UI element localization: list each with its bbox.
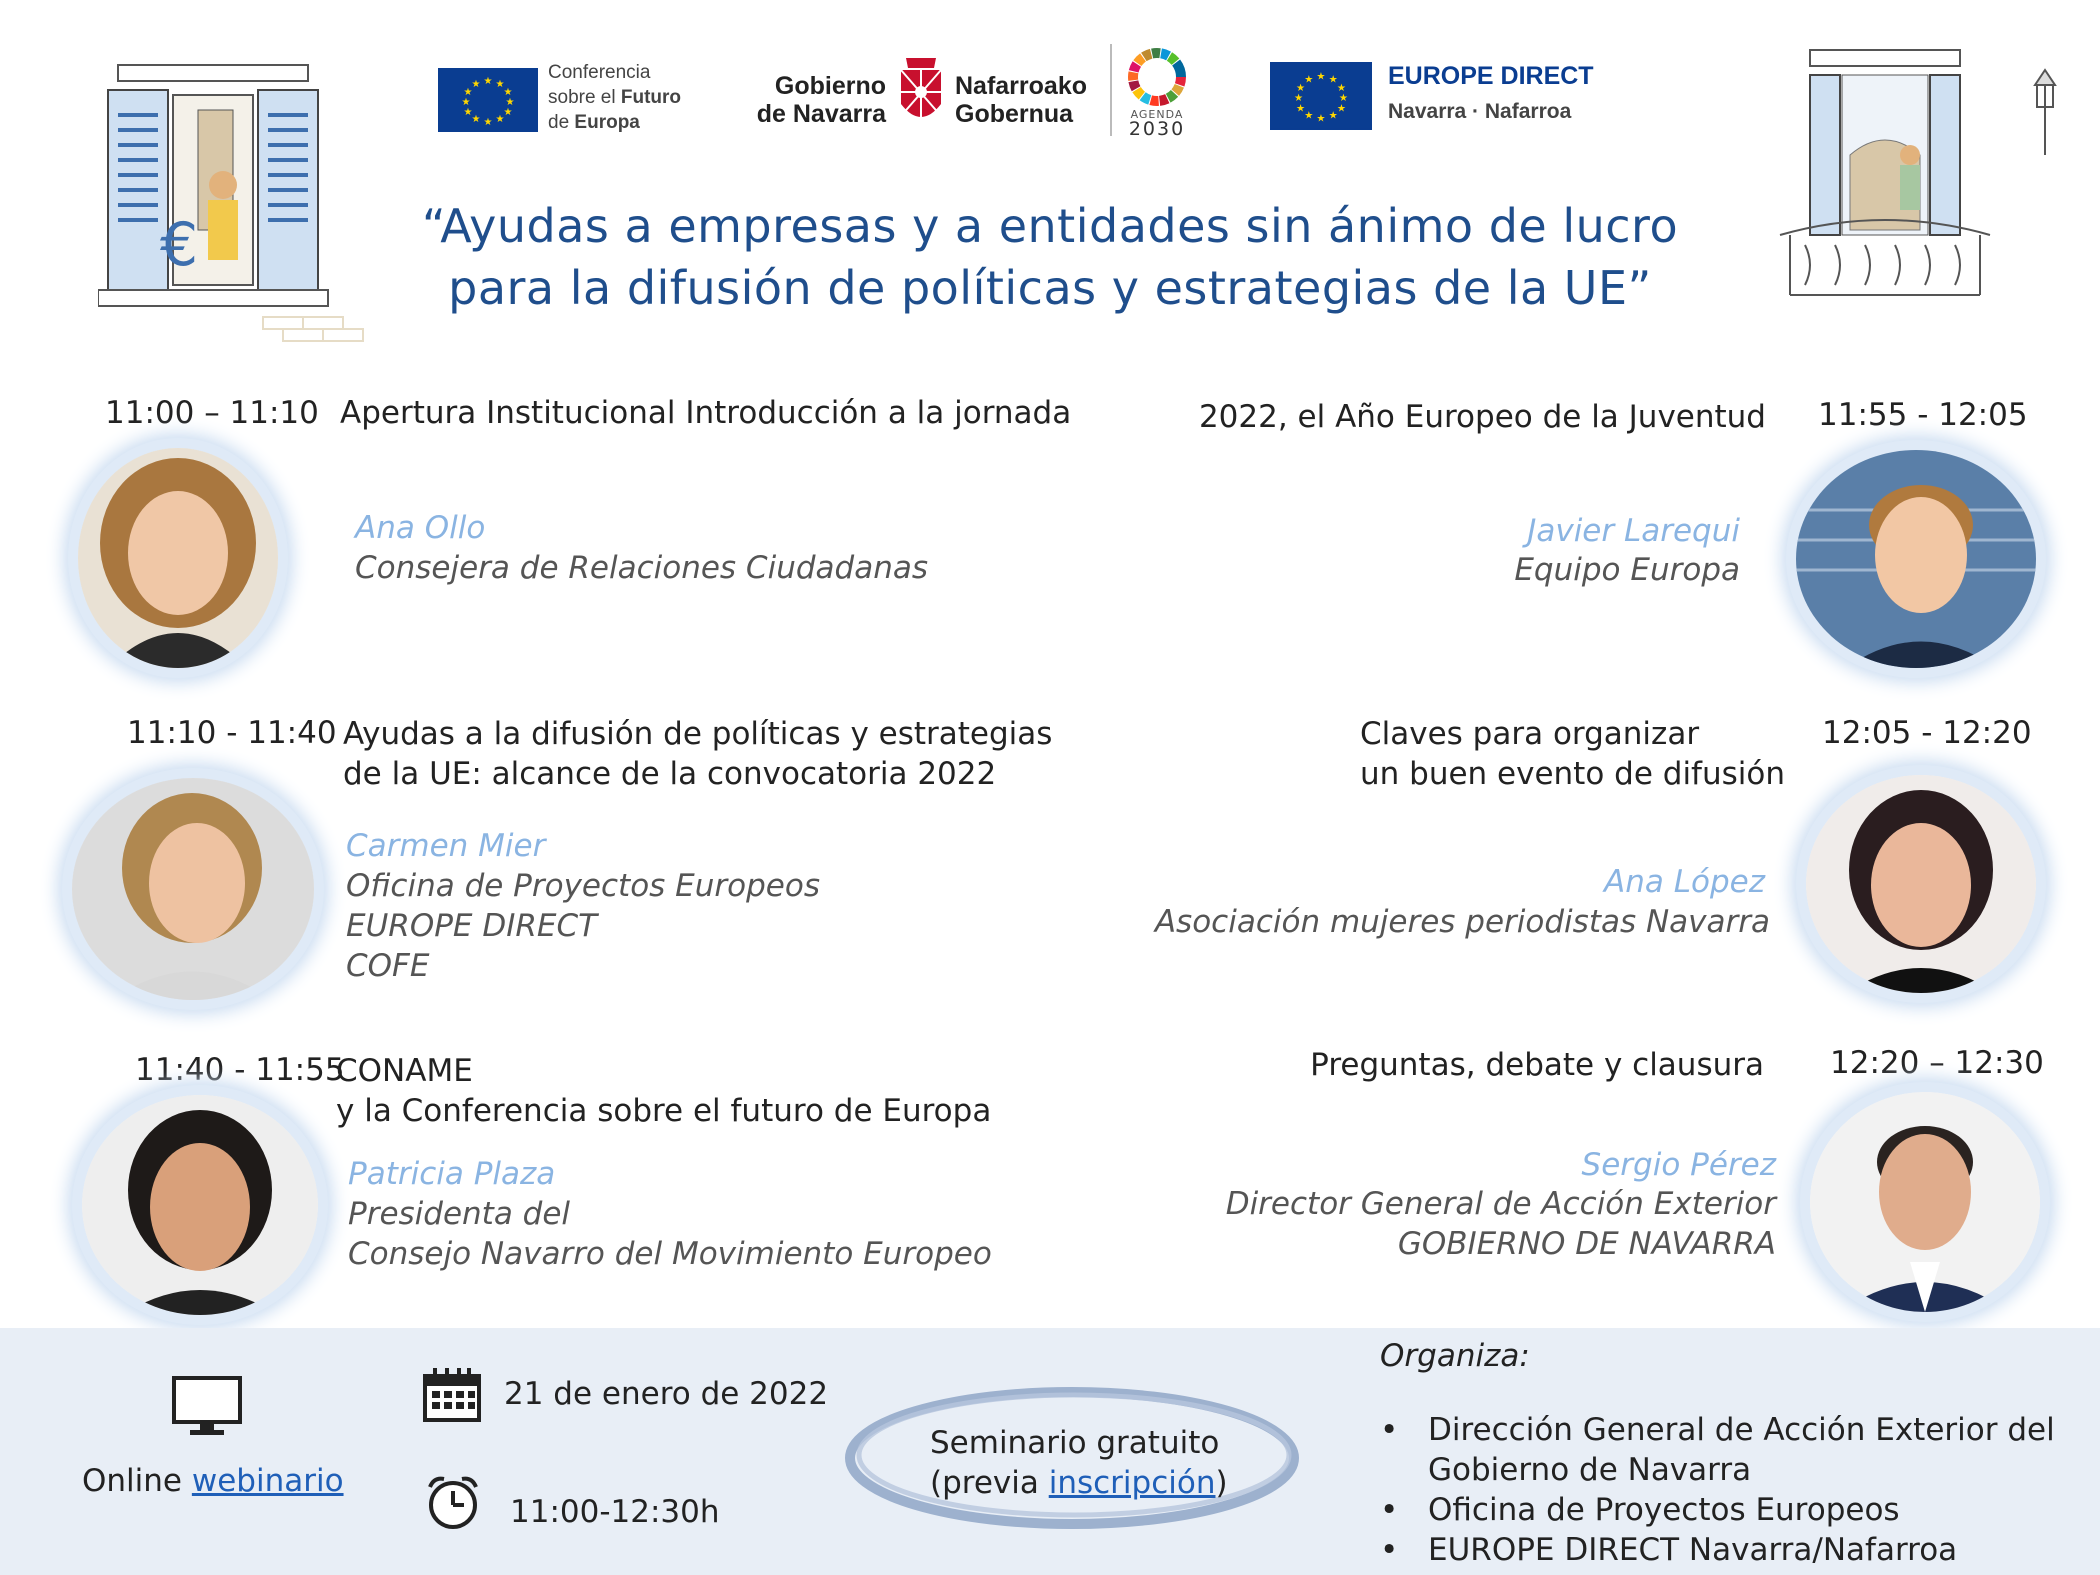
- session-time: 11:55 - 12:05: [1818, 397, 2028, 433]
- agenda-year: 2030: [1128, 118, 1186, 140]
- speaker-name: Patricia Plaza: [348, 1156, 556, 1192]
- title-line-1: “Ayudas a empresas y a entidades sin ánimo de lucro: [421, 199, 1679, 253]
- agenda-2030-icon: [1126, 46, 1188, 108]
- speaker-name: Ana Ollo: [355, 510, 486, 546]
- monitor-icon: [172, 1376, 242, 1438]
- speaker-name: Sergio Pérez: [1581, 1147, 1776, 1183]
- speaker-role: Presidenta del Consejo Navarro del Movimiento Europeo: [348, 1196, 992, 1272]
- title-line-2: para la difusión de políticas y estrategias de la UE”: [448, 261, 1652, 315]
- logo-divider: [1110, 44, 1112, 136]
- cofe-logo-text: Conferencia sobre el Futuro de Europa: [548, 62, 682, 133]
- session-topic: CONAME y la Conferencia sobre el futuro de Europa: [336, 1053, 992, 1129]
- svg-text:€: €: [160, 210, 199, 280]
- gobierno-navarra-text: Gobierno de Navarra: [756, 72, 886, 128]
- webinario-link[interactable]: webinario: [191, 1463, 344, 1499]
- svg-text:★: ★: [471, 114, 481, 125]
- svg-text:★: ★: [471, 79, 481, 90]
- session-time: 12:20 – 12:30: [1830, 1045, 2044, 1081]
- europe-direct-subtitle: Navarra · Nafarroa: [1388, 100, 1572, 123]
- svg-text:★: ★: [1328, 74, 1338, 86]
- organizer-item: • Dirección General de Acción Exterior del Gobierno de Navarra: [1380, 1410, 2080, 1490]
- event-hours: 11:00-12:30h: [510, 1494, 720, 1530]
- speaker-photo-ana-ollo: [78, 448, 278, 668]
- svg-text:★: ★: [503, 87, 513, 98]
- free-seminar-text: Seminario gratuito (previa inscripción): [930, 1425, 1228, 1501]
- speaker-photo-javier-larequi: [1796, 450, 2036, 668]
- organiza-label: Organiza:: [1380, 1338, 1530, 1374]
- svg-text:★: ★: [1338, 93, 1349, 105]
- speaker-name: Carmen Mier: [346, 828, 546, 864]
- speaker-photo-ana-lopez: [1806, 775, 2036, 993]
- page-title: [0, 195, 2100, 319]
- footer: [0, 1328, 2100, 1575]
- speaker-role: Oficina de Proyectos Europeos EUROPE DIRECT COFE: [346, 868, 820, 984]
- svg-text:★: ★: [461, 97, 471, 108]
- session-time: 12:05 - 12:20: [1822, 715, 2032, 751]
- speaker-photo-sergio-perez: [1810, 1092, 2040, 1312]
- navarra-shield-icon: [896, 54, 946, 130]
- speaker-photo-patricia-plaza: [82, 1095, 318, 1315]
- speaker-name: Ana López: [1604, 864, 1765, 900]
- speaker-role: Asociación mujeres periodistas Navarra: [1154, 904, 1770, 940]
- inscripcion-link[interactable]: inscripción: [1048, 1465, 1216, 1501]
- svg-text:★: ★: [505, 97, 515, 108]
- session-time: 11:00 – 11:10: [105, 395, 319, 431]
- svg-text:★: ★: [463, 87, 473, 98]
- svg-text:★: ★: [503, 107, 513, 118]
- speaker-role: Director General de Acción Exterior GOBIERNO DE NAVARRA: [1225, 1186, 1776, 1262]
- europe-direct-flag-logo: [1270, 62, 1372, 130]
- speaker-photo-carmen-mier: [72, 778, 314, 1000]
- svg-text:★: ★: [495, 114, 505, 125]
- europe-direct-title: EUROPE DIRECT: [1388, 62, 1594, 90]
- alarm-clock-icon: [424, 1473, 482, 1531]
- speaker-name: Javier Larequi: [1527, 513, 1740, 549]
- event-date: 21 de enero de 2022: [504, 1376, 829, 1412]
- session-topic: 2022, el Año Europeo de la Juventud: [1198, 399, 1766, 435]
- nafarroako-gobernua-text: Nafarroako Gobernua: [955, 72, 1087, 128]
- svg-text:★: ★: [483, 76, 493, 87]
- speaker-role: Consejera de Relaciones Ciudadanas: [355, 550, 928, 586]
- svg-text:★: ★: [463, 107, 473, 118]
- svg-text:★: ★: [1304, 74, 1314, 86]
- online-webinar-text: Online webinario: [82, 1463, 344, 1499]
- svg-text:★: ★: [1328, 110, 1338, 122]
- svg-text:★: ★: [1296, 103, 1306, 115]
- session-topic: Claves para organizar un buen evento de difusión: [1360, 716, 1785, 792]
- organizer-item: • EUROPE DIRECT Navarra/Nafarroa: [1380, 1530, 2080, 1570]
- session-time: 11:10 - 11:40: [127, 715, 337, 751]
- svg-text:★: ★: [1336, 103, 1346, 115]
- speaker-role: Equipo Europa: [1514, 552, 1740, 588]
- organizer-item: • Oficina de Proyectos Europeos: [1380, 1490, 2080, 1530]
- svg-text:★: ★: [1293, 93, 1304, 105]
- eu-flag-logo: [438, 68, 538, 132]
- svg-text:★: ★: [1336, 82, 1346, 94]
- svg-text:★: ★: [1316, 71, 1326, 83]
- svg-text:★: ★: [1316, 113, 1326, 125]
- svg-text:★: ★: [495, 79, 505, 90]
- organizers-list: [1380, 1410, 2080, 1570]
- calendar-icon: [423, 1368, 481, 1422]
- session-topic: Ayudas a la difusión de políticas y estrategias de la UE: alcance de la convocatoria 2022: [343, 716, 1053, 792]
- session-topic: Apertura Institucional Introducción a la jornada: [340, 395, 1072, 431]
- svg-text:★: ★: [1296, 82, 1306, 94]
- svg-text:★: ★: [1304, 110, 1314, 122]
- svg-text:★: ★: [483, 117, 493, 128]
- session-topic: Preguntas, debate y clausura: [1310, 1047, 1764, 1083]
- session-time: 11:40 - 11:55: [135, 1052, 345, 1088]
- agenda-label: AGENDA: [1130, 108, 1184, 121]
